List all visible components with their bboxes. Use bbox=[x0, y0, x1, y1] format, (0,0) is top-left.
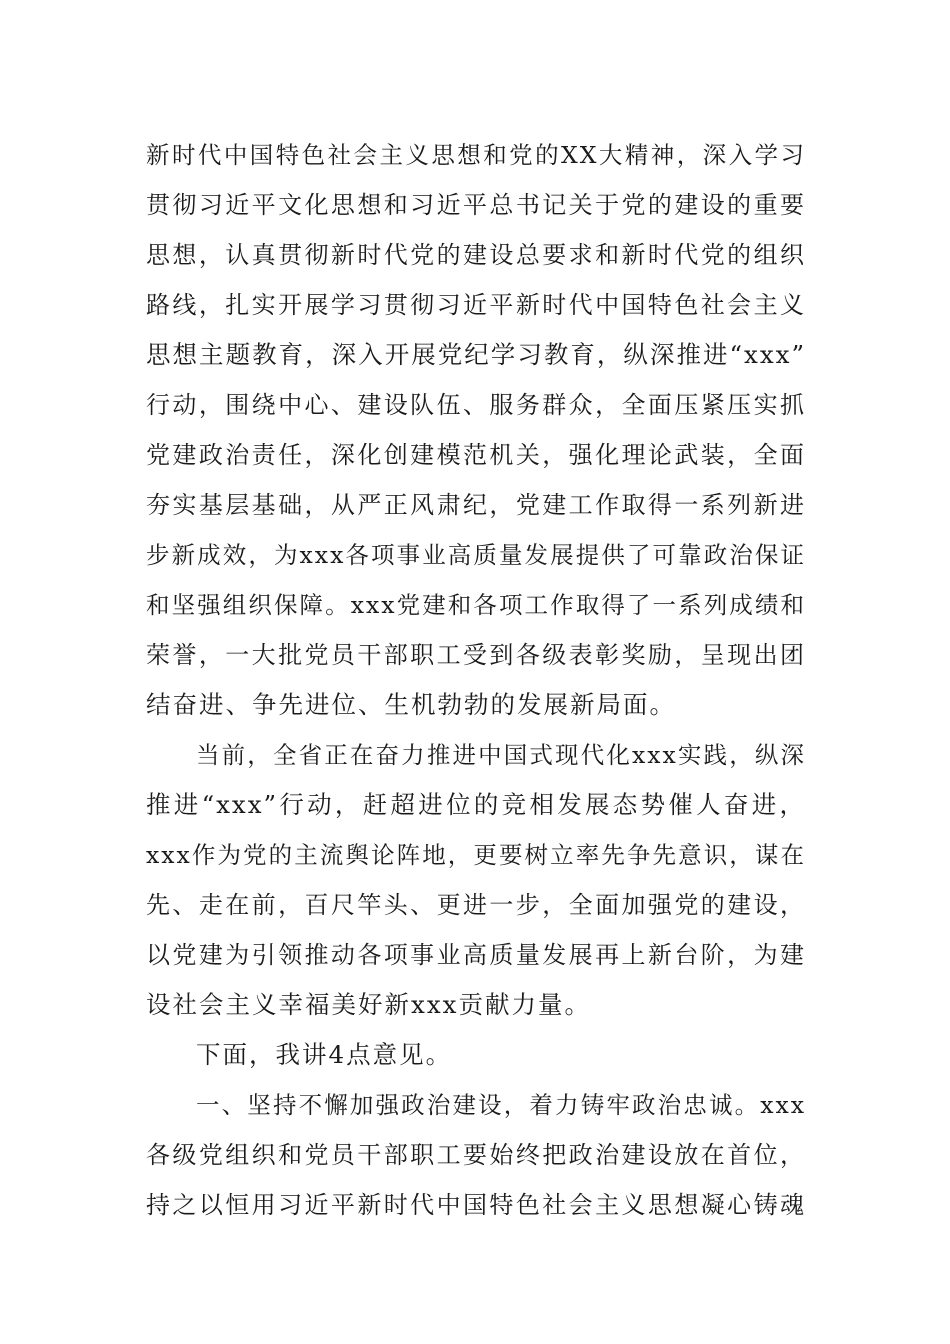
text-line: 设社会主义幸福美好新xxx贡献力量。 bbox=[146, 990, 591, 1019]
text-line: 各级党组织和党员干部职工要始终把政治建设放在首位， bbox=[146, 1141, 806, 1169]
text-line: 贯彻习近平文化思想和习近平总书记关于党的建设的重要 bbox=[146, 191, 806, 219]
text-line: 路线，扎实开展学习贯彻习近平新时代中国特色社会主义 bbox=[146, 291, 806, 319]
text-line: 结奋进、争先进位、生机勃勃的发展新局面。 bbox=[146, 690, 676, 719]
text-line: 推进“xxx”行动，赶超进位的竞相发展态势催人奋进， bbox=[146, 790, 806, 819]
text-line: 先、走在前，百尺竿头、更进一步，全面加强党的建设， bbox=[146, 891, 806, 919]
text-line: 步新成效，为xxx各项事业高质量发展提供了可靠政治保证 bbox=[146, 541, 806, 569]
text-line: 夯实基层基础，从严正风肃纪，党建工作取得一系列新进 bbox=[146, 491, 806, 519]
text-line: 荣誉，一大批党员干部职工受到各级表彰奖励，呈现出团 bbox=[146, 641, 806, 669]
text-line: 以党建为引领推动各项事业高质量发展再上新台阶，为建 bbox=[146, 941, 806, 969]
text-line: 行动，围绕中心、建设队伍、服务群众，全面压紧压实抓 bbox=[146, 391, 806, 419]
text-line: 党建政治责任，深化创建模范机关，强化理论武装，全面 bbox=[146, 441, 806, 469]
text-line: 思想，认真贯彻新时代党的建设总要求和新时代党的组织 bbox=[146, 241, 806, 269]
text-line: 当前，全省正在奋力推进中国式现代化xxx实践，纵深 bbox=[196, 741, 806, 769]
text-line: 新时代中国特色社会主义思想和党的XX大精神，深入学习 bbox=[146, 141, 806, 169]
text-line: 思想主题教育，深入开展党纪学习教育，纵深推进“xxx” bbox=[146, 340, 806, 369]
text-line: 一、坚持不懈加强政治建设，着力铸牢政治忠诚。xxx bbox=[196, 1091, 806, 1119]
text-line: 和坚强组织保障。xxx党建和各项工作取得了一系列成绩和 bbox=[146, 591, 806, 619]
text-line: 下面，我讲4点意见。 bbox=[196, 1040, 453, 1069]
document-body bbox=[146, 130, 806, 1230]
text-line: 持之以恒用习近平新时代中国特色社会主义思想凝心铸魂 bbox=[146, 1191, 806, 1219]
text-line: xxx作为党的主流舆论阵地，更要树立率先争先意识，谋在 bbox=[146, 841, 806, 869]
